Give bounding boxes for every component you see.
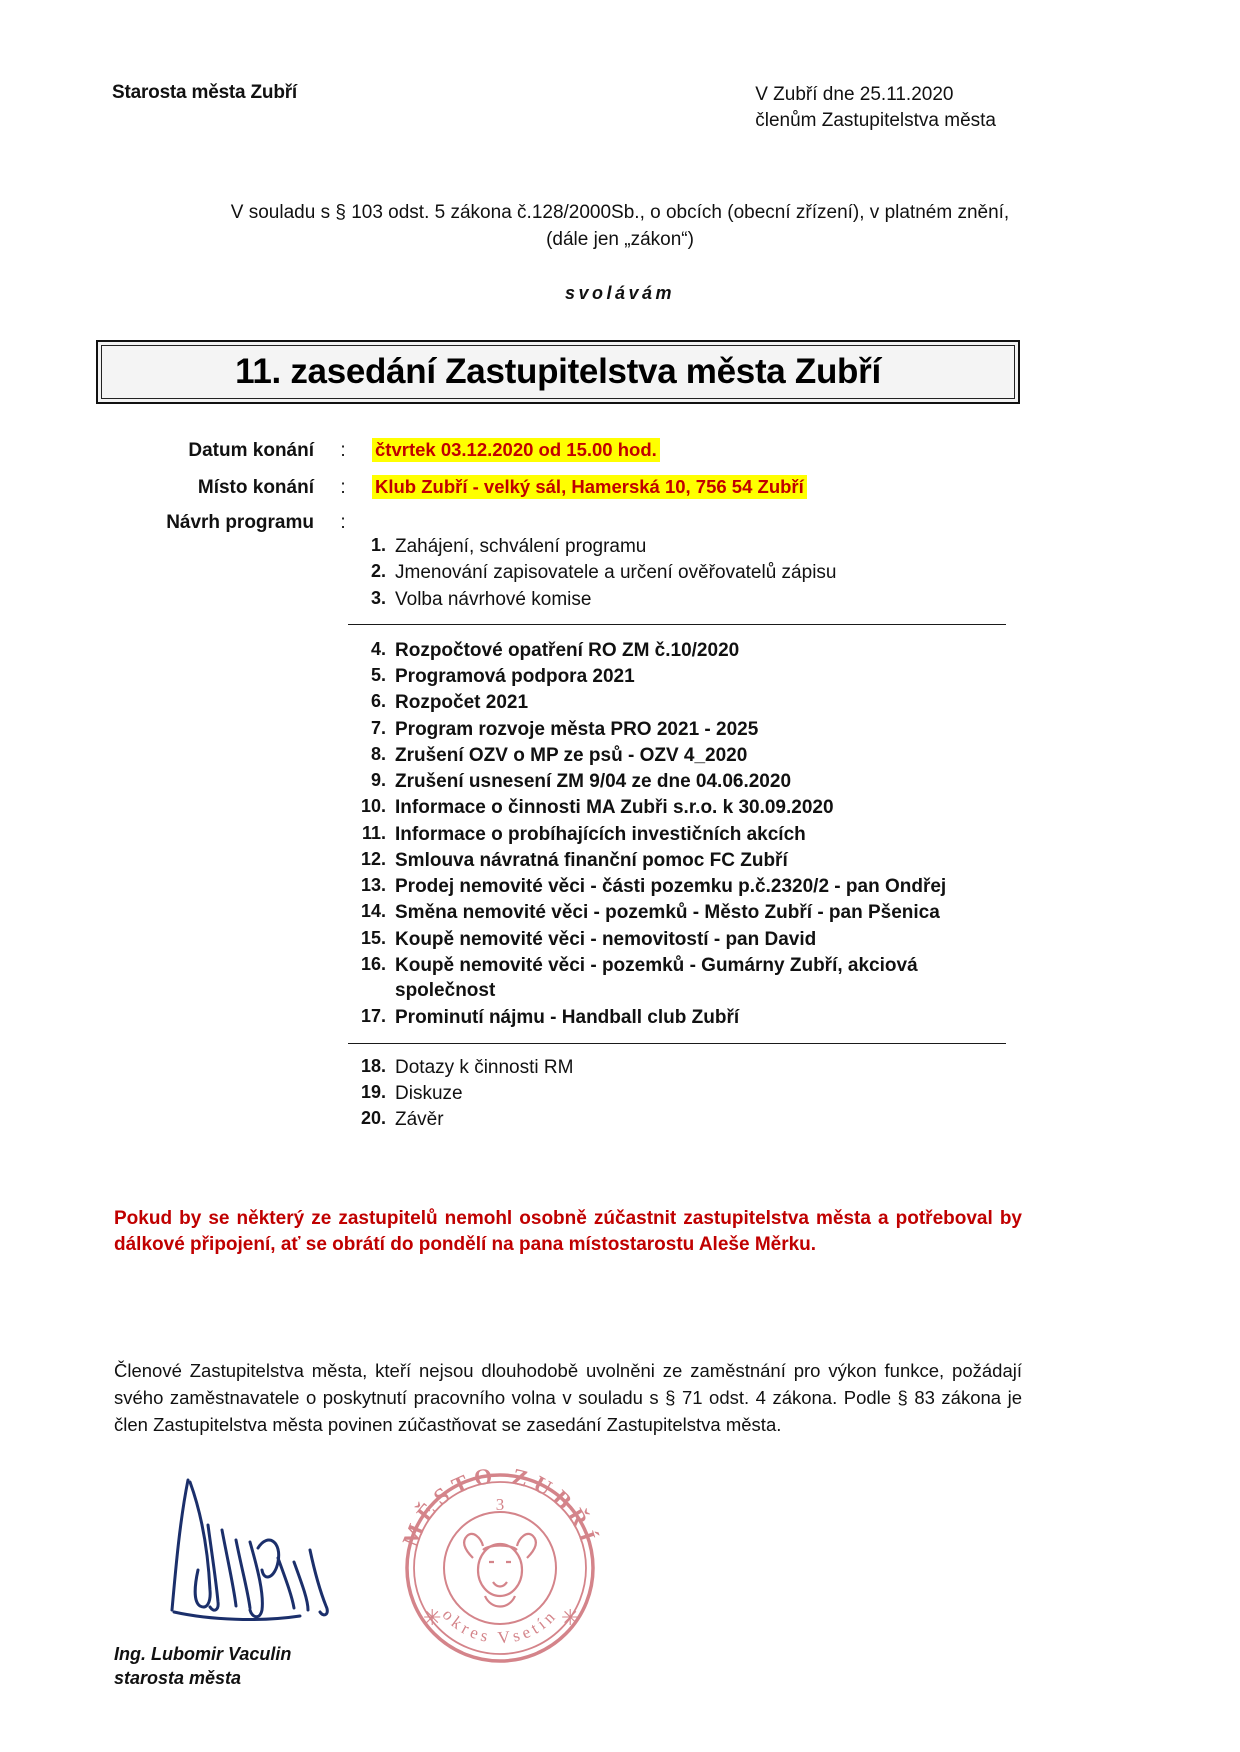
stamp-bull-emblem: [464, 1534, 536, 1607]
agenda-item-number: 4.: [370, 638, 386, 659]
meeting-date-label: Datum konání: [188, 440, 314, 461]
agenda-item-label: Závěr: [395, 1109, 444, 1131]
official-round-stamp: [385, 1450, 615, 1680]
meeting-details: [128, 438, 1028, 549]
colon-separator: :: [340, 512, 346, 533]
agenda-item-number: 1.: [370, 535, 386, 555]
agenda-item-number: 10.: [360, 796, 386, 817]
agenda-item: [346, 822, 1020, 847]
agenda-item-label: Diskuze: [395, 1083, 463, 1105]
agenda-item-number: 12.: [360, 848, 386, 869]
agenda-item-number: 18.: [360, 1055, 386, 1076]
agenda-item-label: Rozpočet 2021: [395, 692, 529, 714]
stamp-number: 3: [495, 1495, 505, 1514]
agenda-item-number: 7.: [370, 717, 386, 738]
agenda-item-number: 6.: [370, 691, 386, 712]
agenda-item: [346, 1107, 1020, 1132]
signature-block: [114, 1642, 291, 1691]
remote-attendance-notice: Pokud by se některý ze zastupitelů nemohl osobně zúčastnit zastupitelstva města a potřeboval by dálkové připojení, ať se obrátí do pondělí na pana místostarostu Aleše Měrku.: [114, 1208, 1022, 1256]
agenda-item-label: Zrušení OZV o MP ze psů - OZV 4_2020: [395, 744, 748, 766]
agenda-item-label: Koupě nemovité věci - pozemků - Gumárny Zubří, akciová společnost: [395, 954, 918, 1002]
agenda-item: [346, 1081, 1020, 1106]
agenda-item-number: 8.: [370, 743, 386, 764]
agenda-item-number: 15.: [360, 927, 386, 948]
agenda-item-number: 14.: [360, 901, 386, 922]
agenda-item-label: Program rozvoje města PRO 2021 - 2025: [395, 718, 759, 740]
agenda-item: [346, 795, 1020, 820]
colon-separator: :: [340, 477, 346, 498]
agenda-item-label: Zrušení usnesení ZM 9/04 ze dne 04.06.2020: [395, 771, 792, 793]
agenda-item: [346, 534, 1020, 559]
meeting-title-box-inner: [101, 345, 1015, 399]
agenda-group-main: [346, 638, 1020, 1030]
agenda-item-label: Informace o probíhajících investičních akcích: [395, 823, 806, 845]
agenda-item-label: Rozpočtové opatření RO ZM č.10/2020: [395, 639, 740, 661]
agenda-item-number: 9.: [370, 770, 386, 791]
agenda-item: [346, 560, 1020, 585]
svg-text:okres Vsetín: [439, 1605, 562, 1647]
page-title: 11. zasedání Zastupitelstva města Zubří: [235, 352, 881, 391]
agenda-proposal-value: [372, 526, 378, 528]
agenda-item: [346, 900, 1020, 925]
agenda-group-opening: [346, 534, 1020, 612]
agenda-item-label: Informace o činnosti MA Zubři s.r.o. k 30.09.2020: [395, 797, 834, 819]
meeting-place-row: [128, 475, 1028, 501]
agenda-item: [346, 743, 1020, 768]
agenda-item-label: Zahájení, schválení programu: [395, 536, 647, 557]
agenda-item: [346, 638, 1020, 663]
signer-name: Ing. Lubomir Vaculin: [114, 1644, 292, 1664]
agenda-item: [346, 874, 1020, 899]
agenda-item: [346, 927, 1020, 952]
stamp-star-left: ✳: [423, 1605, 442, 1630]
handwritten-signature: [150, 1470, 370, 1630]
meeting-date-row: [128, 438, 1028, 464]
stamp-star-right: ✳: [561, 1605, 580, 1630]
agenda-item: [346, 769, 1020, 794]
agenda-item-label: Koupě nemovité věci - nemovitostí - pan David: [395, 928, 817, 950]
agenda-item: [346, 953, 1020, 1004]
agenda-divider-bottom: [348, 1043, 1006, 1044]
legal-basis-paragraph: [120, 200, 1120, 254]
agenda-item-label: Prodej nemovité věci - části pozemku p.č.2320/2 - pan Ondřej: [395, 876, 947, 898]
agenda-item-label: Prominutí nájmu - Handball club Zubří: [395, 1006, 740, 1028]
agenda-proposal-label: Návrh programu: [166, 512, 314, 533]
agenda-item-number: 13.: [360, 875, 386, 896]
stamp-top-text: MĚSTO ZUBŘÍ: [397, 1462, 603, 1551]
agenda-item: [346, 587, 1020, 612]
agenda-item-number: 17.: [360, 1005, 386, 1026]
convene-word: svolávám: [564, 283, 676, 303]
agenda-item-number: 2.: [370, 561, 386, 582]
agenda-group-closing: [346, 1055, 1020, 1133]
agenda-item: [346, 690, 1020, 715]
agenda-item-label: Programová podpora 2021: [395, 666, 635, 688]
agenda-item-label: Jmenování zapisovatele a určení ověřovatelů zápisu: [395, 562, 837, 584]
stamp-bottom-text: okres Vsetín: [438, 1605, 562, 1648]
agenda-item: [346, 717, 1020, 742]
agenda-item-label: Dotazy k činnosti RM: [395, 1056, 574, 1078]
legal-basis-line-1: V souladu s § 103 odst. 5 zákona č.128/2000Sb., o obcích (obecní zřízení), v platném znění,: [230, 202, 1010, 223]
closing-paragraph: Členové Zastupitelstva města, kteří nejsou dlouhodobě uvolněni ze zaměstnání pro výkon funkce, požádají svého zaměstnavatele o poskytnutí pracovního volna v souladu s § 71 odst. 4 zákona. Podle § 83 zákona je člen Zastupitelstva města povinen zúčastňovat se zasedání Zastupitelstva města.: [114, 1360, 1022, 1436]
agenda-item-number: 16.: [360, 953, 386, 974]
colon-separator: :: [340, 440, 346, 461]
agenda-item-label: Smlouva návratná finanční pomoc FC Zubří: [395, 849, 788, 871]
agenda-item-number: 3.: [370, 587, 386, 608]
agenda-list: [346, 534, 1020, 1134]
agenda-item: [346, 1005, 1020, 1030]
meeting-date-value: čtvrtek 03.12.2020 od 15.00 hod.: [372, 438, 660, 462]
agenda-item-label: Volba návrhové komise: [395, 588, 592, 610]
header-addressing: [755, 82, 996, 133]
meeting-place-value: Klub Zubří - velký sál, Hamerská 10, 756 54 Zubří: [372, 475, 807, 499]
legal-basis-line-2: (dále jen „zákon“): [546, 228, 694, 250]
agenda-divider-top: [348, 624, 1006, 625]
agenda-item: [346, 664, 1020, 689]
meeting-place-label: Místo konání: [197, 477, 314, 498]
document-date-line: V Zubří dne 25.11.2020: [755, 84, 954, 105]
agenda-item-number: 11.: [361, 822, 386, 843]
mayor-title: Starosta města Zubří: [112, 82, 297, 103]
meeting-title-box: [96, 340, 1020, 404]
signer-role: starosta města: [114, 1668, 242, 1689]
document-header: [112, 82, 1072, 133]
agenda-item-label: Směna nemovité věci - pozemků - Město Zubří - pan Pšenica: [395, 902, 940, 924]
recipients-line: členům Zastupitelstva města: [755, 109, 996, 131]
agenda-item: [346, 848, 1020, 873]
agenda-item-number: 20.: [360, 1108, 386, 1129]
agenda-item-number: 19.: [360, 1082, 386, 1103]
agenda-item: [346, 1055, 1020, 1080]
agenda-item-number: 5.: [370, 665, 386, 686]
